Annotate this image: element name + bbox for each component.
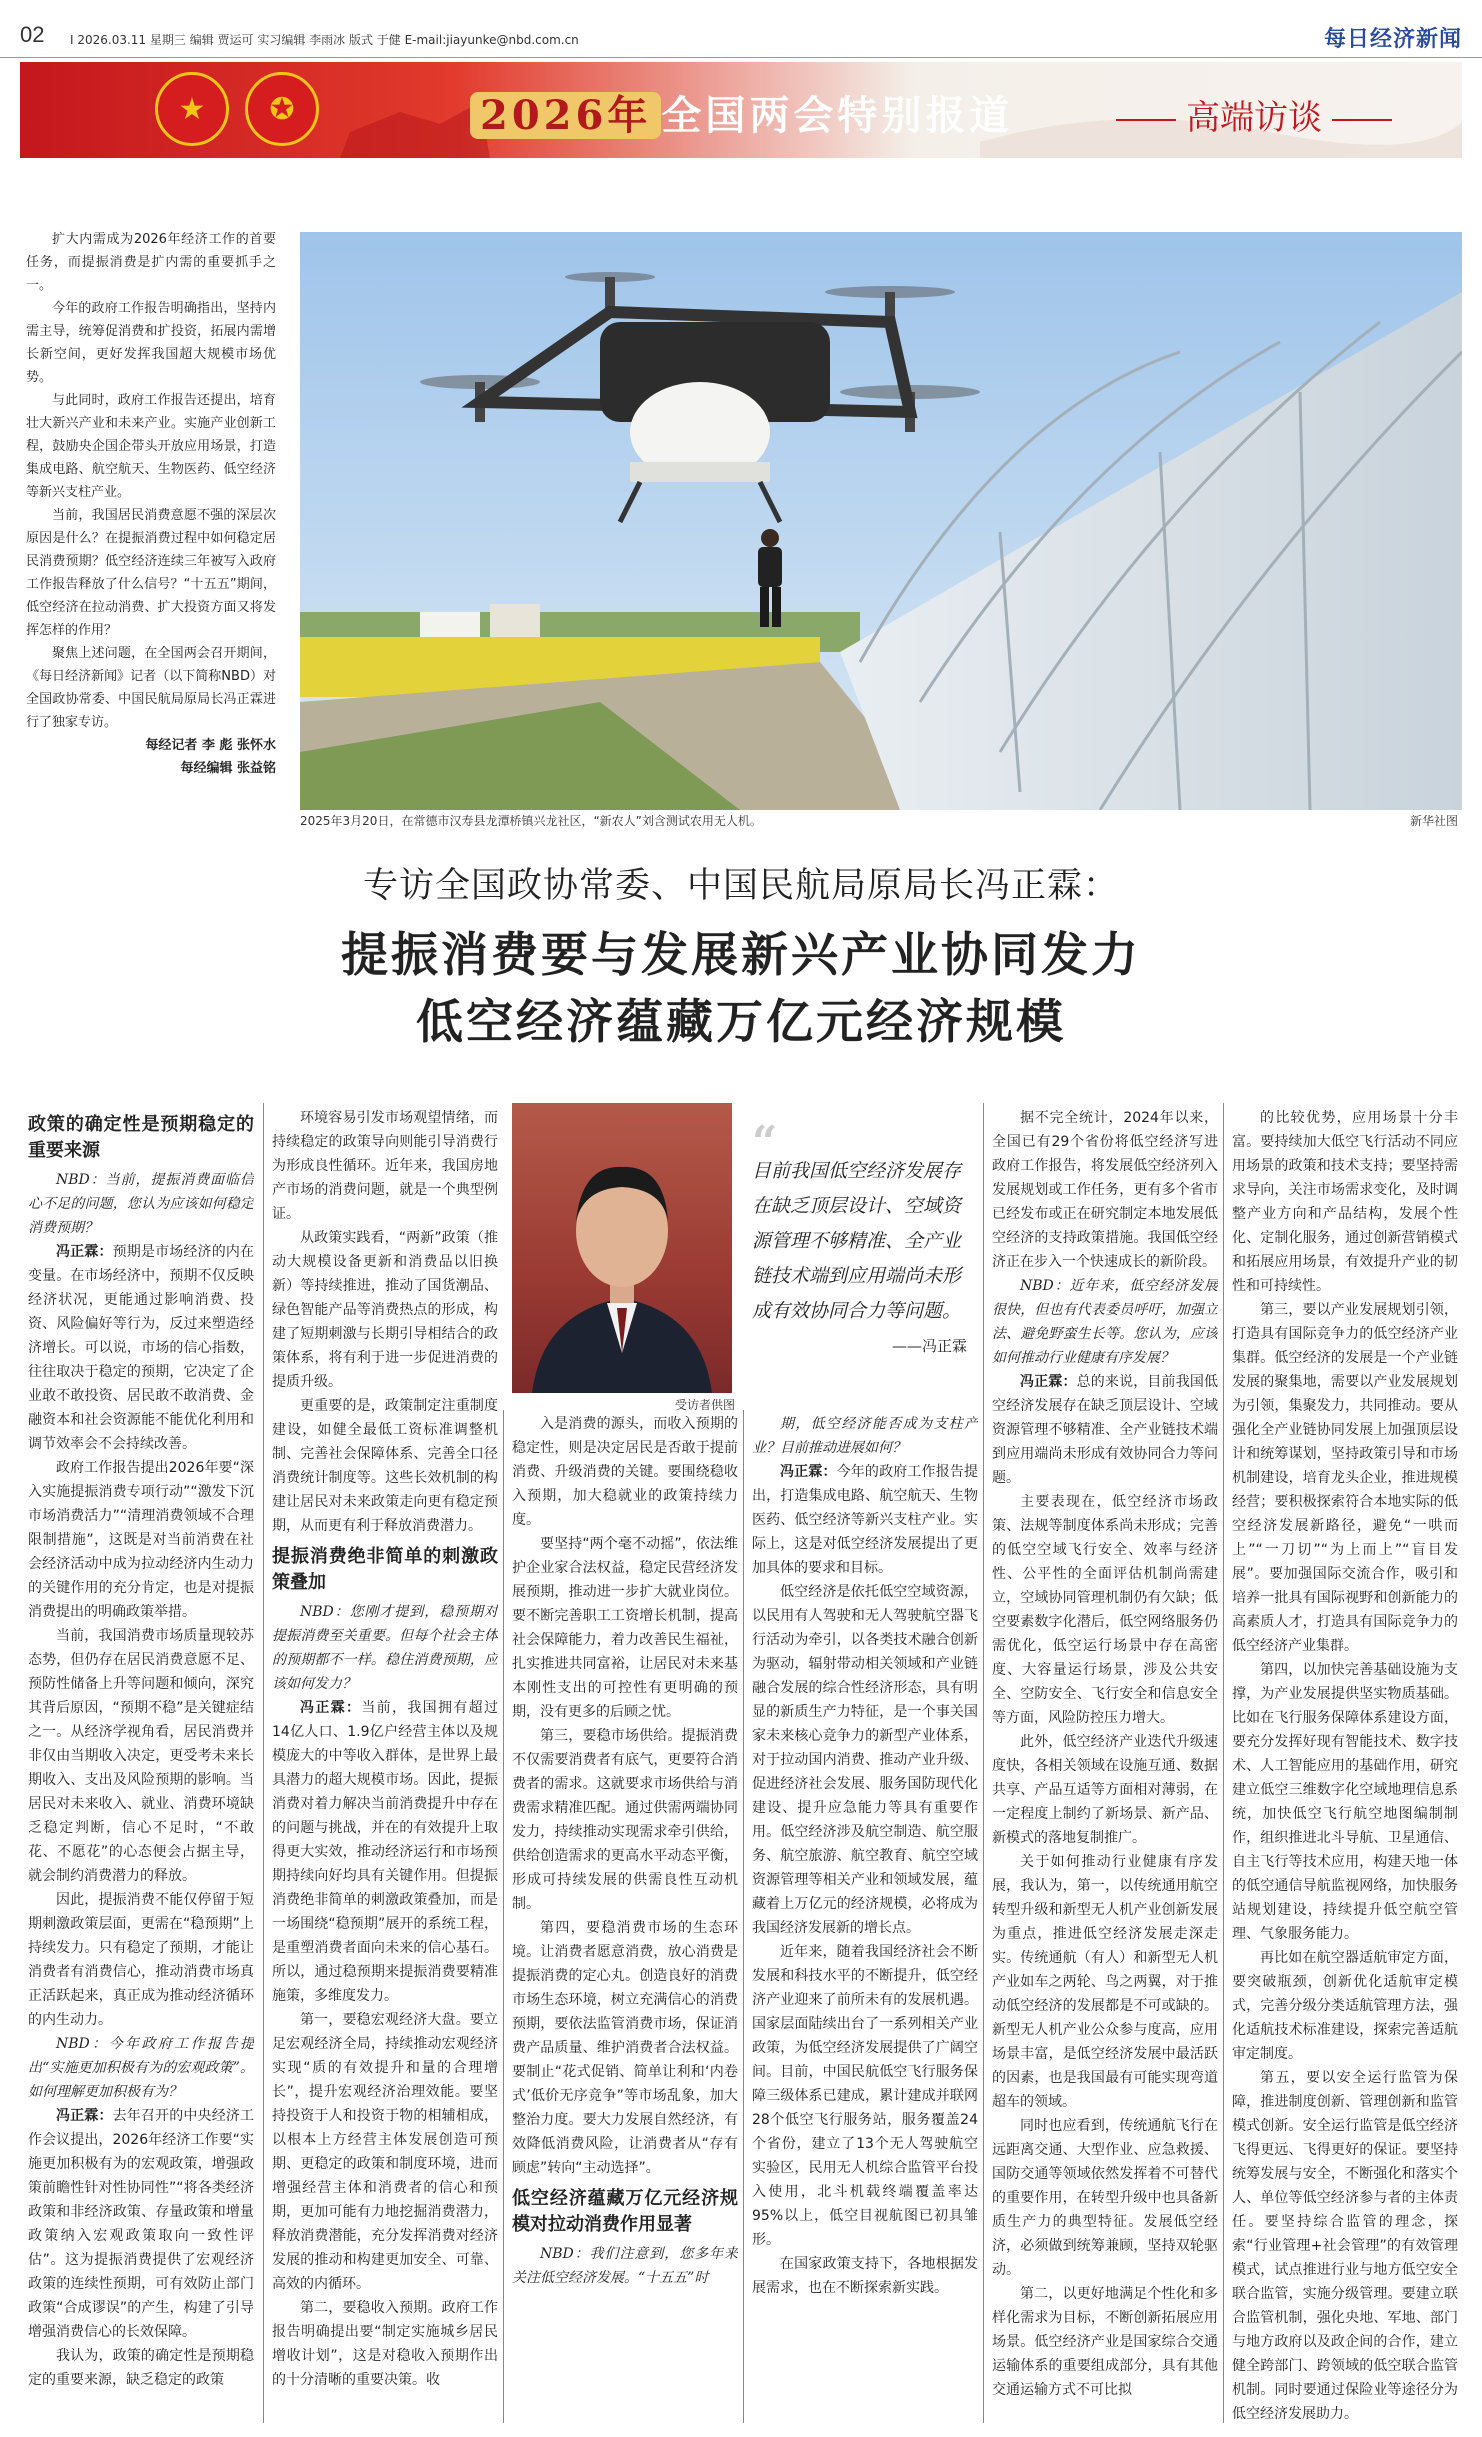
interview-question: NBD：近年来，低空经济发展很快，但也有代表委员呼吁，加强立法、避免野蛮生长等。您认为，应该如何推动行业健康有序发展？ (992, 1278, 1218, 1366)
speaker-label: 冯正霖： (56, 2108, 113, 2124)
article-paragraph: 近年来，随着我国经济社会不断发展和科技水平的不断提升，低空经济产业迎来了前所未有的发展机遇。国家层面陆续出台了一系列相关产业政策，为低空经济发展提供了广阔空间。目前，中国民航低空飞行服务保障三级体系已建成，累计建成并联网28个低空飞行服务站，服务覆盖24个省份，建立了13个无人驾驶航空实验区，民用无人机综合监管平台投入使用，北斗机载终端覆盖率达95%以上，低空目视航图已初具雏形。 (752, 1944, 978, 2248)
masthead (0, 0, 1482, 58)
quote-mark-icon: “ (752, 1117, 778, 1168)
article-paragraph: 入是消费的源头，而收入预期的稳定性，则是决定居民是否敢于提前消费、升级消费的关键。要围绕稳收入预期，加大稳就业的政策持续力度。 (512, 1416, 738, 1528)
intro-paragraph: 今年的政府工作报告明确指出，坚持内需主导，统筹促消费和扩投资，拓展内需增长新空间，更好发挥我国超大规模市场优势。 (26, 301, 276, 385)
answer-text: 去年召开的中央经济工作会议提出，2026年经济工作要“实施更加积极有为的宏观政策，增强政策前瞻性针对性协同性”“将各类经济政策和非经济政策、存量政策和增量政策纳入宏观政策取向一致性评估”。这为提振消费提供了宏观经济政策的连续性预期，可有效防止部门政策“合成谬误”的产生，构建了引导增强消费信心的长效保障。 (28, 2108, 254, 2340)
speaker-label: 冯正霖： (56, 1244, 113, 1260)
pull-quote-text: 目前我国低空经济发展存在缺乏顶层设计、空域资源管理不够精准、全产业链技术端到应用端尚未形成有效协同合力等问题。 (752, 1160, 962, 1322)
interview-question: 期，低空经济能否成为支柱产业？目前推动进展如何？ (752, 1416, 978, 1456)
column-content (752, 1412, 978, 2300)
photo-caption (300, 812, 1462, 832)
intro-paragraph: 扩大内需成为2026年经济工作的首要任务，而提振消费是扩内需的重要抓手之一。 (26, 232, 276, 293)
article-paragraph: 更重要的是，政策制定注重制度建设，如健全最低工资标准调整机制、完善社会保障体系、完善全口径消费统计制度等。这些长效机制的构建让居民对未来政策走向更有稳定预期，从而更有利于释放消费潜力。 (272, 1398, 498, 1534)
article-paragraph: 第四，要稳消费市场的生态环境。让消费者愿意消费，放心消费是提振消费的定心丸。创造良好的消费市场生态环境，树立充满信心的消费预期，要依法监管消费市场，保证消费产品质量、维护消费者合法权益。要制止“花式促销、简单让利和‘内卷式’低价无序竞争”等市场乱象，加大整治力度。要大力发展自然经济，有效降低消费风险，让消费者从“存有顾虑”转向“主动选择”。 (512, 1920, 738, 2176)
editor-byline: 每经编辑 张益铭 (180, 761, 276, 776)
article-paragraph: 同时也应看到，传统通航飞行在远距离交通、大型作业、应急救援、国防交通等领域依然发挥着不可替代的重要作用，在转型升级中也具备新质生产力的典型特征。发展低空经济，必须做到统筹兼顾，坚持双轮驱动。 (992, 2118, 1218, 2278)
photo-credit: 新华社图 (1409, 814, 1458, 828)
article-paragraph: 此外，低空经济产业迭代升级速度快，各相关领域在设施互通、数据共享、产品互适等方面相对薄弱，在一定程度上制约了新场景、新产品、新模式的落地复制推广。 (992, 1734, 1218, 1846)
subheading: 低空经济蕴藏万亿元经济规模对拉动消费作用显著 (512, 2188, 738, 2235)
article-paragraph: 因此，提振消费不能仅停留于短期刺激政策层面，更需在“稳预期”上持续发力。只有稳定了预期，才能让消费者有消费信心，推动消费市场真正活跃起来，真正成为推动经济循环的内生动力。 (28, 1892, 254, 2028)
answer-text: 总的来说，目前我国低空经济发展存在缺乏顶层设计、空域资源管理不够精准、全产业链技术端到应用端尚未形成有效协同合力等问题。 (992, 1374, 1218, 1486)
speaker-label: 冯正霖： (300, 1700, 362, 1716)
drone-photo-illustration (300, 232, 1462, 810)
interview-answer (992, 1370, 1218, 1490)
column-divider (503, 1410, 504, 2423)
article-paragraph: 第四，以加快完善基础设施为支撑，为产业发展提供坚实物质基础。比如在飞行服务保障体系建设方面，要充分发挥好现有智能技术、数字技术、人工智能应用的基础作用，研究建立低空三维数字化空域地理信息系统，加快低空飞行航空地图编制制作，组织推进北斗导航、卫星通信、自主飞行等技术应用，构建天地一体的低空通信导航监视网络，加快服务站规划建设，持续提升低空航空管理、气象服务能力。 (1232, 1662, 1458, 1942)
answer-text: 预期是市场经济的内在变量。在市场经济中，预期不仅反映经济状况，更能通过影响消费、投资、风险偏好等行为，反过来塑造经济增长。可以说，市场的信心指数，往往取决于稳定的预期，它决定了企业敢不敢投资、居民敢不敢消费、金融资本和社会资源能不能优化利用和调节效率会不会持续改善。 (28, 1244, 254, 1452)
interview-question: NBD：当前，提振消费面临信心不足的问题，您认为应该如何稳定消费预期？ (28, 1172, 254, 1236)
column-content (28, 1168, 254, 2392)
pull-quote-attribution: ——冯正霖 (891, 1337, 967, 1355)
body-column-2 (272, 1106, 498, 2426)
pull-quote (752, 1154, 967, 1364)
body-column-5 (992, 1106, 1218, 2426)
speaker-label: 冯正霖： (1020, 1374, 1077, 1390)
headline-kicker: 专访全国政协常委、中国民航局原局长冯正霖： (362, 866, 1119, 906)
interview-answer (28, 2104, 254, 2344)
answer-text: 今年的政府工作报告提出，打造集成电路、航空航天、生物医药、低空经济等新兴支柱产业。实际上，这是对低空经济发展提出了更加具体的要求和目标。 (752, 1464, 978, 1576)
interview-answer (752, 1460, 978, 1580)
article-paragraph: 从政策实践看，“两新”政策（推动大规模设备更新和消费品以旧换新）等持续推进，推动了国货潮品、绿色智能产品等消费热点的形成，构建了短期刺激与长期引导相结合的政策体系，将有利于进一步促进消费的提质升级。 (272, 1230, 498, 1390)
section-banner (20, 62, 1462, 158)
intro-text (26, 228, 276, 780)
article-paragraph: 政府工作报告提出2026年要“深入实施提振消费专项行动”“激发下沉市场消费活力”“清理消费领域不合理限制措施”，这既是对当前消费在社会经济活动中成为拉动经济内生动力的关键作用的充分肯定，也是对提振消费提出的明确政策举措。 (28, 1460, 254, 1620)
article-paragraph: 第五，要以安全运行监管为保障，推进制度创新、管理创新和监管模式创新。安全运行监管是低空经济飞得更远、飞得更好的保证。要坚持统筹发展与安全，不断强化和落实个人、单位等低空经济参与者的主体责任。要坚持综合监管的理念，探索“行业管理+社会管理”的有效管理模式，试点推进行业与地方低空安全联合监管，实施分级管理。要建立联合监管机制，强化央地、军地、部门与地方政府以及政企间的合作，建立健全跨部门、跨领域的低空联合监管机制。同时要通过保险业等途径分为低空经济发展助力。 (1232, 2070, 1458, 2422)
interview-question: NBD：我们注意到，您多年来关注低空经济发展。“十五五”时 (512, 2246, 738, 2286)
national-emblem-icon: ★ (155, 72, 229, 146)
article-paragraph: 当前，我国消费市场质量现较苏态势，但仍存在居民消费意愿不足、预防性储备上升等问题和倾向，深究其背后原因，“预期不稳”是关键症结之一。从经济学视角看，居民消费并非仅由当期收入决定，更受考未来长期收入、支出及风险预期的影响。当居民对未来收入、就业、消费环境缺乏稳定判断，信心不足时，“不敢花、不愿花”的心态便会占据主导，就会制约消费潜力的释放。 (28, 1628, 254, 1884)
intro-paragraph: 聚焦上述问题，在全国两会召开期间，《每日经济新闻》记者（以下简称NBD）对全国政协常委、中国民航局原局长冯正霖进行了独家专访。 (26, 646, 276, 730)
intro-paragraph: 与此同时，政府工作报告还提出，培育壮大新兴产业和未来产业。实施产业创新工程，鼓励央企国企带头开放应用场景，打造集成电路、航空航天、生物医药、低空经济等新兴支柱产业。 (26, 393, 276, 500)
interview-answer (28, 1240, 254, 1456)
interview-question: NBD：您刚才提到，稳预期对提振消费至关重要。但每个社会主体的预期都不一样。稳住消费预期，应该如何发力？ (272, 1604, 498, 1692)
column-content (1232, 1106, 1458, 2426)
cppcc-emblem-icon: ✪ (245, 72, 319, 146)
subheading: 政策的确定性是预期稳定的重要来源 (28, 1114, 254, 1161)
banner-year: 2026年 (470, 92, 661, 139)
answer-text: 当前，我国拥有超过14亿人口、1.9亿户经营主体以及规模庞大的中等收入群体，是世界上最具潜力的超大规模市场。因此，提振消费对着力解决当前消费提升中存在的问题与挑战，并在的有效提升上取得更大实效，推动经济运行和市场预期持续向好均具有关键作用。但提振消费绝非简单的刺激政策叠加，而是一场围绕“稳预期”展开的系统工程，是重塑消费者面向未来的信心基石。所以，通过稳预期来提振消费要精准施策，多维度发力。 (272, 1700, 498, 2004)
photo-caption-text: 2025年3月20日，在常德市汉寿县龙潭桥镇兴龙社区，“新农人”刘含测试农用无人机。 (300, 814, 762, 828)
page-number: 02 (20, 22, 45, 47)
headline-secondary: 低空经济蕴藏万亿元经济规模 (416, 995, 1066, 1050)
column-content (992, 1106, 1218, 2402)
interviewee-portrait (512, 1103, 732, 1393)
article-paragraph: 第一，要稳宏观经济大盘。要立足宏观经济全局，持续推动宏观经济实现“质的有效提升和量的合理增长”，提升宏观经济治理效能。要坚持投资于人和投资于物的相辅相成，以根本上方经营主体发展创造可预期、更稳定的政策和制度环境，进而增强经营主体和消费者的信心和预期，更加可能有力地挖掘消费潜力，释放消费潜能，充分发挥消费对经济发展的推动和构建更加安全、可靠、高效的内循环。 (272, 2012, 498, 2292)
column-divider (263, 1103, 264, 2423)
column-divider (983, 1103, 984, 2423)
speaker-label: 冯正霖： (780, 1464, 837, 1480)
body-column-6 (1232, 1106, 1458, 2426)
article-paragraph: 低空经济是依托低空空域资源，以民用有人驾驶和无人驾驶航空器飞行活动为牵引，以各类技术融合创新为驱动，辐射带动相关领域和产业链融合发展的综合性经济形态，具有明显的新质生产力特征，是一个事关国家未来核心竞争力的新型产业体系，对于拉动国内消费、推动产业升级、促进经济社会发展、服务国防现代化建设、提升应急能力等具有重要作用。低空经济涉及航空制造、航空服务、航空旅游、航空教育、航空空域资源管理等相关产业和领域发展，蕴藏着上万亿元的经济规模，必将成为我国经济发展新的增长点。 (752, 1584, 978, 1936)
column-content (512, 1412, 738, 2290)
article-paragraph: 关于如何推动行业健康有序发展，我认为，第一，以传统通用航空转型升级和新型无人机产业创新发展为重点，推进低空经济发展走深走实。传统通航（有人）和新型无人机产业如车之两轮、鸟之两翼，对于推动低空经济的发展都是不可或缺的。新型无人机产业公众参与度高，应用场景丰富，是低空经济发展中最活跃的因素，也是我国最有可能实现弯道超车的领域。 (992, 1854, 1218, 2110)
portrait-caption: 受访者供图 (675, 1398, 736, 1412)
article-paragraph: 环境容易引发市场观望情绪，而持续稳定的政策导向则能引导消费行为形成良性循环。近年来，我国房地产市场的消费问题，就是一个典型例证。 (272, 1110, 498, 1222)
headline-main: 提振消费要与发展新兴产业协同发力 (341, 928, 1141, 983)
article-paragraph: 第二，要稳收入预期。政府工作报告明确提出要“制定实施城乡居民增收计划”，这是对稳收入预期作出的十分清晰的重要决策。收 (272, 2300, 498, 2388)
column-content (272, 1106, 498, 2392)
article-paragraph: 据不完全统计，2024年以来，全国已有29个省份将低空经济写进政府工作报告，将发展低空经济列入发展规划或工作任务，更有多个省市已经发布或正在研究制定本地发展低空经济的支持政策措施。我国低空经济正在步入一个快速成长的新阶段。 (992, 1110, 1218, 1270)
subheading: 提振消费绝非简单的刺激政策叠加 (272, 1546, 498, 1593)
article-paragraph: 在国家政策支持下，各地根据发展需求，也在不断探索新实践。 (752, 2256, 978, 2296)
article-paragraph: 要坚持“两个毫不动摇”，依法维护企业家合法权益，稳定民营经济发展预期，推动进一步扩大就业岗位。要不断完善职工工资增长机制，提高社会保障能力，着力改善民生福祉，扎实推进共同富裕，让居民对未来基本刚性支出的可控性有更明确的预期，没有更多的后顾之忧。 (512, 1536, 738, 1720)
interview-answer (272, 1696, 498, 2008)
article-paragraph: 第二，以更好地满足个性化和多样化需求为目标，不断创新拓展应用场景。低空经济产业是国家综合交通运输体系的重要组成部分，具有其他交通运输方式不可比拟 (992, 2286, 1218, 2398)
article-paragraph: 第三，要以产业发展规划引领，打造具有国际竞争力的低空经济产业集群。低空经济的发展是一个产业链发展的聚集地，需要以产业发展规划为引领，集聚发力，共同推动。要从强化全产业链协同发展上加强顶层设计和统筹谋划，坚持政策引导和市场机制建设，培育龙头企业，推进规模经营；要积极探索符合本地实际的低空经济发展新路径，避免“一哄而上”“一刀切”“为上而上”“盲目发展”。要加强国际交流合作，吸引和培养一批具有国际视野和创新能力的高素质人才，打造具有国际竞争力的低空经济产业集群。 (1232, 1302, 1458, 1654)
portrait-illustration (512, 1103, 732, 1393)
banner-title (470, 84, 1013, 141)
column-divider (1223, 1103, 1224, 2423)
intro-paragraph: 当前，我国居民消费意愿不强的深层次原因是什么？在提振消费过程中如何稳定居民消费预期？低空经济连续三年被写入政府工作报告释放了什么信号？“十五五”期间，低空经济在拉动消费、扩大投资方面又将发挥怎样的作用？ (26, 508, 276, 638)
article-paragraph: 主要表现在，低空经济市场政策、法规等制度体系尚未形成；完善的低空空域飞行安全、效率与经济性、公平性的全面评估机制尚需建立，空域协同管理机制仍有欠缺；低空要素数字化潜后，低空网络服务仍需优化，低空运行场景中存在高密度、大容量运行场景，涉及公共安全、空防安全、飞行安全和信息安全等方面，风险防控压力增大。 (992, 1494, 1218, 1726)
newspaper-brand: 每日经济新闻 (1323, 27, 1462, 52)
body-column-3 (512, 1412, 738, 2426)
issue-meta: I 2026.03.11 星期三 编辑 贾运可 实习编辑 李雨冰 版式 于健 E-mail:jiayunke@nbd.com.cn (70, 33, 579, 47)
article-paragraph: 再比如在航空器适航审定方面，要突破瓶颈，创新优化适航审定模式，完善分级分类适航管理方法，强化适航技术标准建设，探索完善适航审定制度。 (1232, 1950, 1458, 2062)
article-paragraph: 我认为，政策的确定性是预期稳定的重要来源，缺乏稳定的政策 (28, 2348, 254, 2388)
article-paragraph: 的比较优势，应用场景十分丰富。要持续加大低空飞行活动不同应用场景的政策和技术支持；要坚持需求导向，关注市场需求变化，及时调整产业方向和产品结构，发展个性化、定制化服务，通过创新营销模式和拓展应用场景，有效提升产业的韧性和可持续性。 (1232, 1110, 1458, 1294)
drone-photo (300, 232, 1462, 810)
body-column-1 (28, 1106, 254, 2426)
banner-title-text: 全国两会特别报道 (661, 92, 1014, 139)
body-column-4 (752, 1412, 978, 2426)
reporter-byline: 每经记者 李 彪 张怀水 (145, 738, 276, 753)
banner-section: 高端访谈 (1106, 90, 1402, 139)
interview-question: NBD：今年政府工作报告提出“实施更加积极有为的宏观政策”。如何理解更加积极有为？ (28, 2036, 254, 2100)
column-divider (743, 1410, 744, 2423)
article-paragraph: 第三，要稳市场供给。提振消费不仅需要消费者有底气，更要符合消费者的需求。这就要求市场供给与消费需求精准匹配。通过供需两端协同发力，持续推动实现需求牵引供给，供给创造需求的更高水平动态平衡，形成可持续发展的供需良性互动机制。 (512, 1728, 738, 1912)
